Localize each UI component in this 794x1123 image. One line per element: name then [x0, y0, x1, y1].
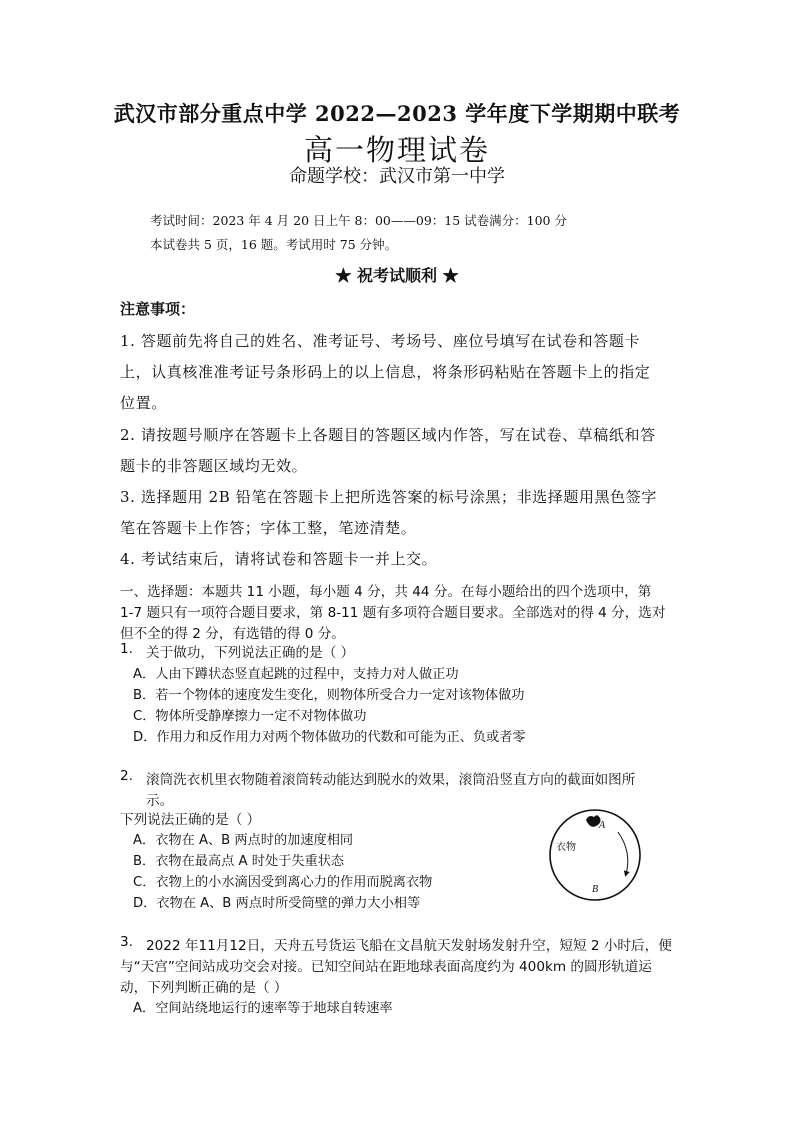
question-stem: 下列说法正确的是（ ）	[120, 812, 261, 828]
question-number: 3.	[120, 934, 133, 950]
paper-title: 高一物理试卷	[303, 133, 490, 167]
notice-line: 1. 答题前先将自己的姓名、准考证号、考场号、座位号填写在试卷和答题卡	[120, 332, 641, 350]
setter-school: 命题学校：武汉市第一中学	[289, 166, 505, 187]
question-stem: 与“天宫”空间站成功交会对接。已知空间站在距地球表面高度约为 400km 的圆形轨道运	[120, 959, 652, 975]
notice-line: 2. 请按题号顺序在答题卡上各题目的答题区域内作答，写在试卷、草稿纸和答	[120, 426, 656, 444]
option-a: A．衣物在 A、B 两点时的加速度相同	[133, 833, 354, 848]
section-intro-line: 一、选择题：本题共 11 小题，每小题 4 分，共 44 分。在每小题给出的四个选项中，第	[120, 584, 652, 600]
option-d: D．衣物在 A、B 两点时所受筒壁的弹力大小相等	[133, 896, 421, 911]
exam-title: 武汉市部分重点中学 2022—2023 学年度下学期期中联考	[113, 101, 681, 126]
exam-length-info: 本试卷共 5 页，16 题。考试用时 75 分钟。	[150, 237, 398, 252]
option-a: A．空间站绕地运行的速率等于地球自转速率	[133, 1001, 393, 1016]
exam-time-info: 考试时间：2023 年 4 月 20 日上午 8：00——09：15 试卷满分：100 分	[150, 213, 567, 228]
notice-title: 注意事项：	[120, 300, 196, 318]
rotation-arrow-icon	[618, 832, 628, 874]
question-stem: 滚筒洗衣机里衣物随着滚筒转动能达到脱水的效果，滚筒沿竖直方向的截面如图所	[146, 772, 636, 788]
notice-line: 上，认真核准准考证号条形码上的以上信息，将条形码粘贴在答题卡上的指定	[120, 363, 651, 381]
option-a: A．人由下蹲状态竖直起跳的过程中，支持力对人做正功	[133, 667, 459, 682]
blessing-text: ★ 祝考试顺利 ★	[335, 266, 459, 285]
notice-line: 位置。	[120, 394, 167, 412]
label-b: B	[592, 884, 599, 895]
label-a: A	[599, 820, 606, 831]
question-number: 1.	[120, 641, 133, 657]
question-stem: 关于做功，下列说法正确的是（ ）	[146, 645, 355, 661]
notice-line: 4. 考试结束后，请将试卷和答题卡一并上交。	[120, 550, 438, 568]
question-stem: 2022 年11月12日，天舟五号货运飞船在文昌航天发射场发射升空，短短 2 小时后，便	[146, 938, 672, 954]
option-b: B．衣物在最高点 A 时处于失重状态	[133, 854, 345, 869]
option-d: D．作用力和反作用力对两个物体做功的代数和可能为正、负或者零	[133, 730, 526, 745]
option-b: B．若一个物体的速度发生变化，则物体所受合力一定对该物体做功	[133, 688, 525, 703]
question-stem: 动，下列判断正确的是（ ）	[120, 980, 288, 996]
section-intro-line: 1-7 题只有一项符合题目要求，第 8-11 题有多项符合题目要求。全部选对的得 4 分，选对	[120, 605, 666, 621]
section-intro-line: 但不全的得 2 分，有选错的得 0 分。	[120, 626, 345, 642]
label-clothes: 衣物	[556, 842, 576, 853]
drum-figure	[548, 808, 642, 902]
notice-line: 笔在答题卡上作答；字体工整，笔迹清楚。	[120, 519, 417, 537]
question-number: 2.	[120, 768, 133, 784]
option-c: C．物体所受静摩擦力一定不对物体做功	[133, 709, 367, 724]
question-stem: 示。	[146, 793, 174, 809]
notice-line: 题卡的非答题区域均无效。	[120, 457, 308, 475]
notice-line: 3. 选择题用 2B 铅笔在答题卡上把所选答案的标号涂黑；非选择题用黑色签字	[120, 488, 657, 506]
option-c: C．衣物上的小水滴因受到离心力的作用而脱离衣物	[133, 875, 433, 890]
